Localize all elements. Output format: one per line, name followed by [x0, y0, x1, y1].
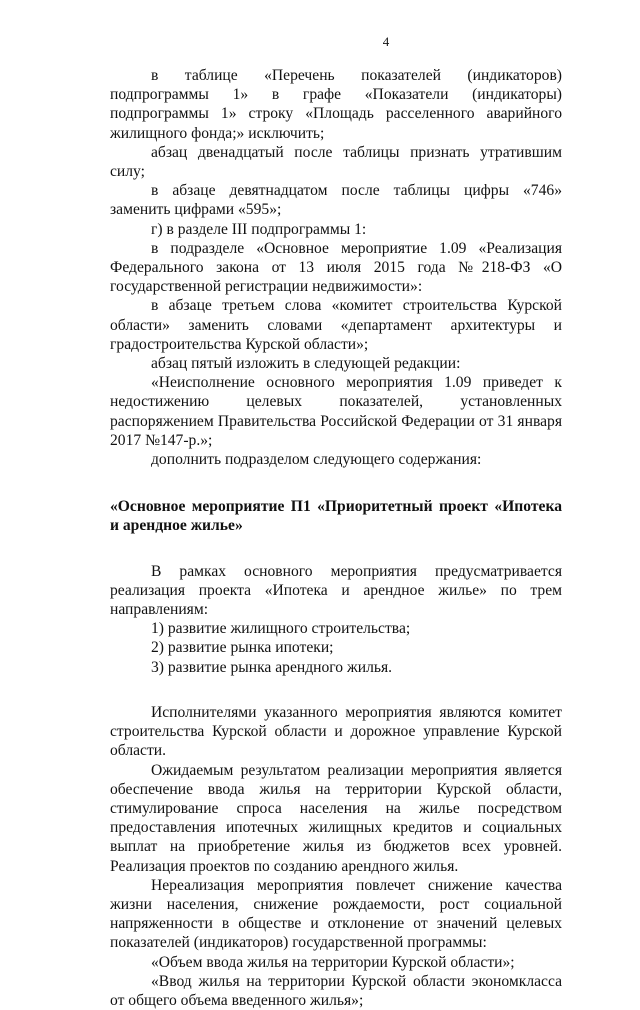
list-item-housing: 1) развитие жилищного строительства;	[151, 620, 411, 638]
paragraph-expected-result: Ожидаемым результатом реализации мероприятия является обеспечение ввода жилья на территории Курской области, стимулирование спроса населения на жилье посредством предоставления ипотечных жилищных кредитов и социальных выплат на приобретение жилья из бюджетов всех уровней. Реализация проектов по созданию арендного жилья.	[110, 761, 562, 875]
paragraph-add-subsection: дополнить подразделом следующего содержания:	[151, 451, 482, 469]
paragraph-indicator-economy: «Ввод жилья на территории Курской области экономкласса от общего объема введенного жилья»;	[110, 972, 562, 1009]
paragraph-executors: Исполнителями указанного мероприятия являются комитет строительства Курской области и дорожное управление Курской области.	[110, 703, 562, 760]
list-item-mortgage: 2) развитие рынка ипотеки;	[151, 639, 334, 657]
section-heading: «Основное мероприятие П1 «Приоритетный проект «Ипотека и арендное жилье»	[110, 498, 562, 535]
paragraph-subsection-109: в подразделе «Основное мероприятие 1.09 «Реализация Федерального закона от 13 июля 2015 года №218-ФЗ «О государственной регистрации недвижимости»:	[110, 239, 562, 296]
paragraph-section-iii: г) в разделе III подпрограммы 1:	[151, 220, 367, 238]
paragraph-non-execution-quote: «Неисполнение основного мероприятия 1.09 приведет к недостижению целевых показателей, установленных распоряжением Правительства Российской Федерации от 31 января 2017 №147-р.»;	[110, 374, 562, 449]
paragraph-table-list: в таблице «Перечень показателей (индикаторов) подпрограммы 1» в графе «Показатели (индикаторы) подпрограммы 1» строку «Площадь расселенного аварийного жилищного фонда;» исключить;	[110, 67, 562, 142]
paragraph-third-words: в абзаце третьем слова «комитет строительства Курской области» заменить словами «департамент архитектуры и градостроительства Курской области»;	[110, 297, 562, 353]
list-item-rental: 3) развитие рынка арендного жилья.	[151, 658, 393, 676]
paragraph-indicator-volume: «Объем ввода жилья на территории Курской области»;	[151, 953, 515, 971]
paragraph-nineteenth: в абзаце девятнадцатом после таблицы цифры «746» заменить цифрами «595»;	[110, 182, 562, 219]
paragraph-fifth-edit: абзац пятый изложить в следующей редакции:	[151, 355, 461, 373]
paragraph-twelfth: абзац двенадцатый после таблицы признать утратившим силу;	[110, 143, 562, 181]
paragraph-framework: В рамках основного мероприятия предусматривается реализация проекта «Ипотека и арендное жилье» по трем направлениям:	[110, 562, 562, 619]
paragraph-non-implementation: Нереализация мероприятия повлечет снижение качества жизни населения, снижение рождаемости, рост социальной напряженности в обществе и отклонение от значений целевых показателей (индикаторов) государственной программы:	[110, 876, 562, 952]
page-number: 4	[382, 34, 390, 49]
